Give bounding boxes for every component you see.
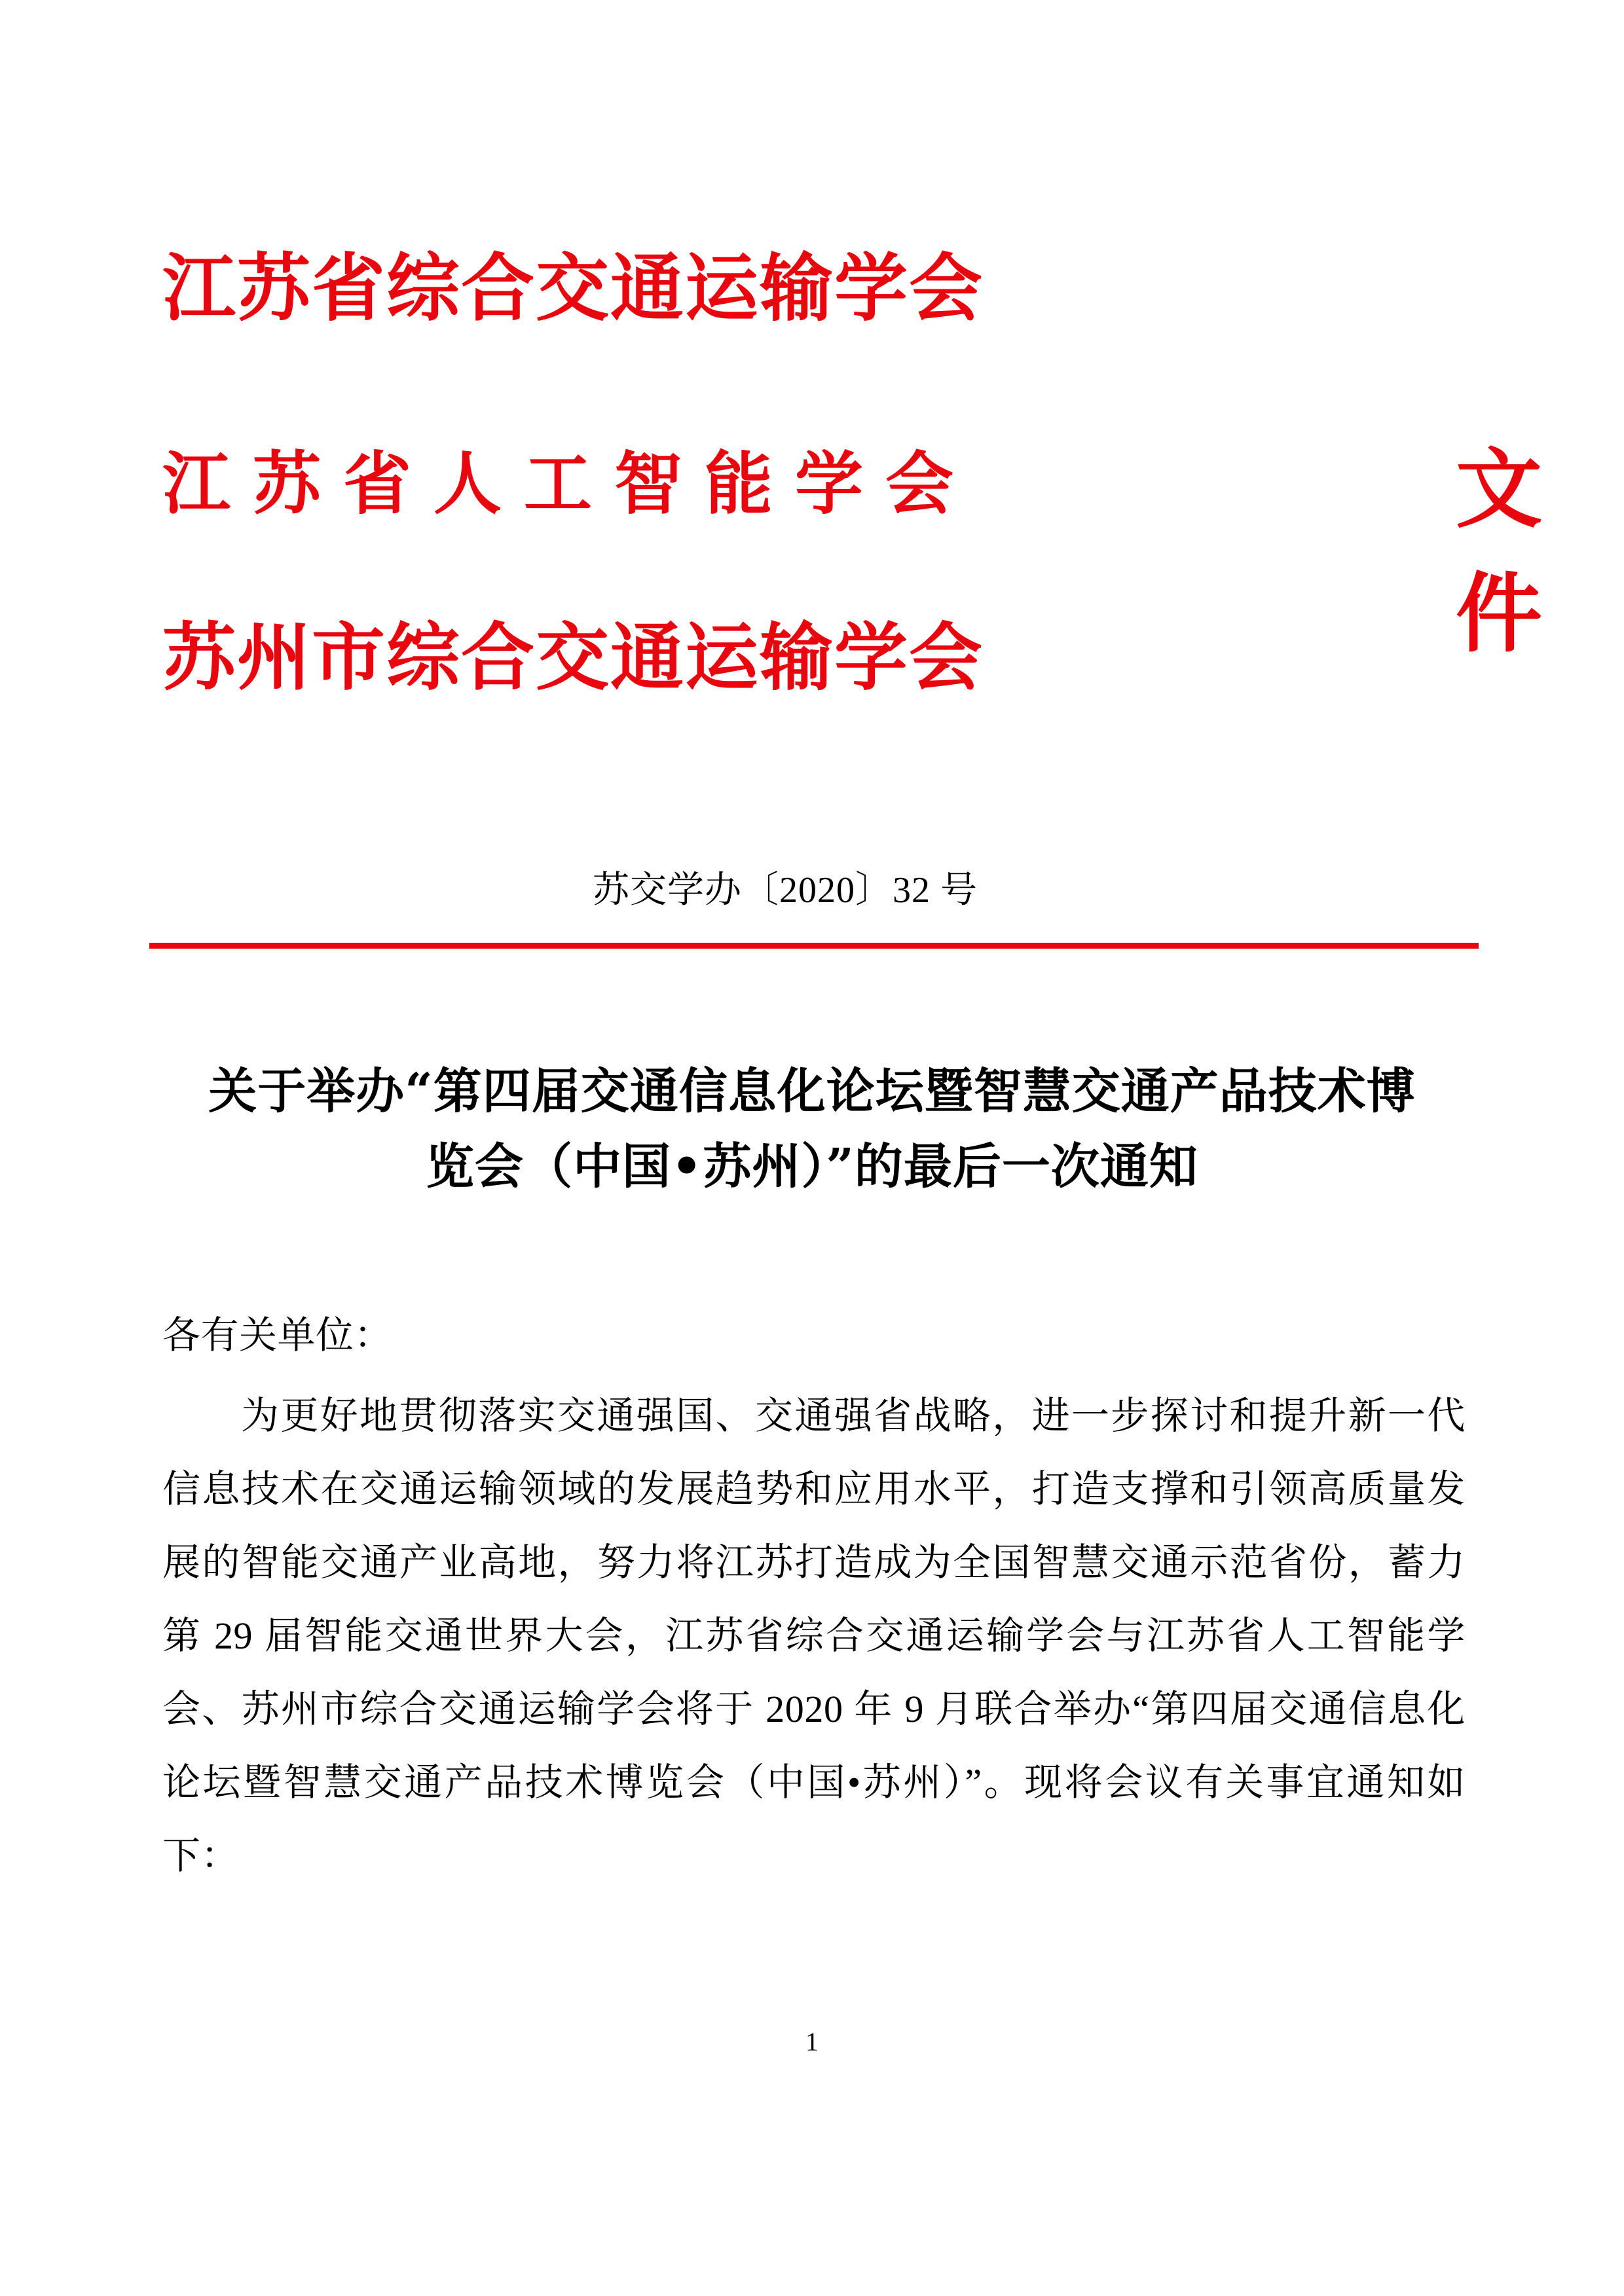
document-body (162, 1300, 1466, 1893)
letterhead-line-1: 江苏省综合交通运输学会 (162, 246, 984, 331)
letterhead-line-2-suffix: 文件 (1456, 439, 1542, 665)
letterhead-line-2-org: 江苏省人工智能学会 (162, 444, 976, 524)
body-paragraph-1: 为更好地贯彻落实交通强国、交通强省战略，进一步探讨和提升新一代信息技术在交通运输领域的发展趋势和应用水平，打造支撑和引领高质量发展的智能交通产业高地，努力将江苏打造成为全国智慧交通示范省份，蓄力第 29 届智能交通世界大会，江苏省综合交通运输学会与江苏省人工智能学会、苏州市综合交通运输学会将于 2020 年 9 月联合举办“第四届交通信息化论坛暨智慧交通产品技术博览会（中国•苏州）”。现将会议有关事宜通知如下： (162, 1394, 1466, 1877)
page-title: 关于举办“第四届交通信息化论坛暨智慧交通产品技术博览会（中国•苏州）”的最后一次通知 (208, 1063, 1416, 1195)
page-number: 1 (805, 2027, 819, 2056)
letterhead-line-3: 苏州市综合交通运输学会 (162, 615, 984, 701)
salutation: 各有关单位： (162, 1314, 393, 1357)
document-number: 苏交学办〔2020〕32 号 (593, 870, 978, 911)
red-divider-rule (149, 943, 1479, 949)
